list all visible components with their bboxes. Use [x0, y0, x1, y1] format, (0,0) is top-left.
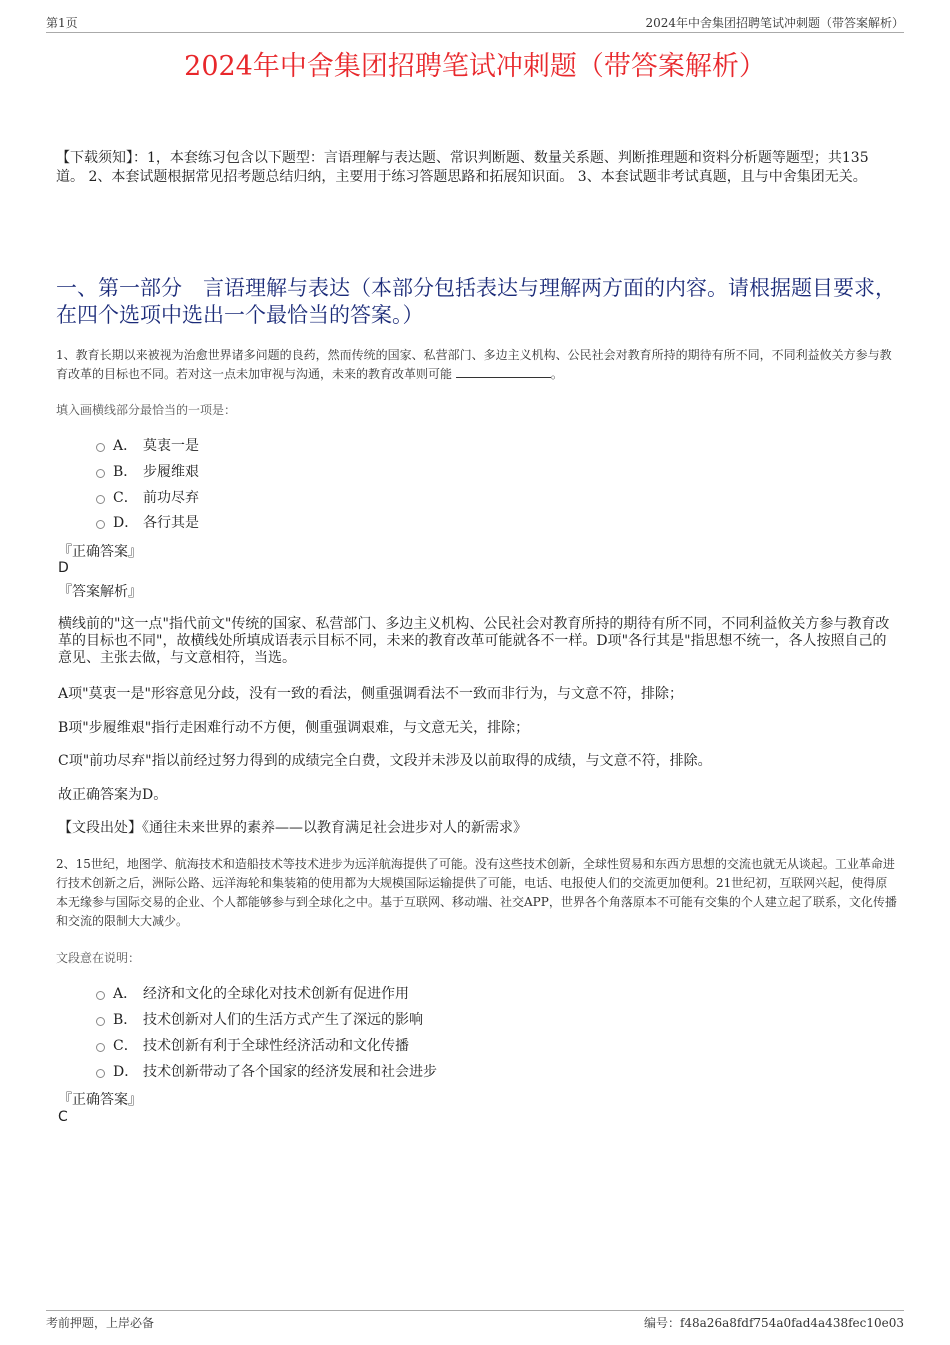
option-text: 技术创新对人们的生活方式产生了深远的影响	[143, 1012, 423, 1028]
option-letter: D．	[113, 515, 139, 531]
option-d[interactable]	[96, 1061, 437, 1081]
question-1-text	[56, 346, 898, 384]
question-2-text: 2、15世纪，地图学、航海技术和造船技术等技术进步为远洋航海提供了可能。没有这些技术创新，全球性贸易和东西方思想的交流也就无从谈起。工业革命进行技术创新之后，洲际公路、远洋海轮和集装箱的使用都为大规模国际运输提供了可能，电话、电报使人们的交流更加便利。21世纪初，互联网兴起，使得原本无缘参与国际交易的企业、个人都能够参与到全球化之中。基于互联网、移动端、社交APP，世界各个角落原本不可能有交集的个人建立起了联系，文化传播和交流的限制大大减少。	[56, 857, 897, 928]
question-2-prompt: 文段意在说明：	[56, 951, 141, 965]
footer-divider	[46, 1310, 904, 1311]
source-citation: 【文段出处】《通往未来世界的素养——以教育满足社会进步对人的新需求》	[58, 820, 527, 836]
option-c[interactable]	[96, 487, 199, 507]
document-title: 2024年中舍集团招聘笔试冲刺题（带答案解析）	[184, 51, 766, 82]
section-title: 一、第一部分 言语理解与表达（本部分包括表达与理解两方面的内容。请根据题目要求，在四个选项中选出一个最恰当的答案。）	[56, 276, 896, 327]
radio-icon[interactable]	[96, 495, 105, 504]
fill-blank-line	[456, 365, 551, 378]
option-text: 步履维艰	[143, 464, 199, 480]
answer-label: 『正确答案』	[58, 544, 142, 560]
option-text: 技术创新有利于全球性经济活动和文化传播	[143, 1038, 409, 1054]
radio-icon[interactable]	[96, 443, 105, 452]
radio-icon[interactable]	[96, 469, 105, 478]
page-header	[46, 12, 904, 32]
radio-icon[interactable]	[96, 991, 105, 1000]
question-1-stem: 1、教育长期以来被视为治愈世界诸多问题的良药，然而传统的国家、私营部门、多边主义机构、公民社会对教育所持的期待有所不同，不同利益攸关方参与教育改革的目标也不同。若对这一点未加审视与沟通，未来的教育改革则可能	[56, 348, 892, 381]
option-d[interactable]	[96, 512, 199, 532]
option-letter: C．	[113, 490, 138, 506]
analysis-label: 『答案解析』	[58, 584, 142, 600]
analysis-paragraph: 横线前的"这一点"指代前文"传统的国家、私营部门、多边主义机构、公民社会对教育所持的期待有所不同，不同利益攸关方参与教育改革的目标也不同"，故横线处所填成语表示目标不同，未来的教育改革可能就各不一样。D项"各行其是"指思想不统一，各人按照自己的意见、主张去做，与文意相符，当选。	[58, 616, 890, 666]
option-letter: C．	[113, 1038, 138, 1054]
option-text: 技术创新带动了各个国家的经济发展和社会进步	[143, 1064, 437, 1080]
radio-icon[interactable]	[96, 1069, 105, 1078]
option-b[interactable]	[96, 1009, 423, 1029]
option-letter: B．	[113, 464, 138, 480]
header-doc-title: 2024年中舍集团招聘笔试冲刺题（带答案解析）	[645, 16, 904, 30]
download-notice: 【下载须知】：1，本套练习包含以下题型：言语理解与表达题、常识判断题、数量关系题、判断推理题和资料分析题等题型；共135道。 2、本套试题根据常见招考题总结归纳，主要用于练习答题思路和拓展知识面。 3、本套试题非考试真题，且与中舍集团无关。	[56, 150, 869, 185]
radio-icon[interactable]	[96, 1043, 105, 1052]
answer-value: C	[58, 1109, 68, 1125]
analysis-paragraph: B项"步履维艰"指行走困难行动不方便，侧重强调艰难，与文意无关，排除；	[58, 720, 530, 736]
option-b[interactable]	[96, 461, 199, 481]
option-a[interactable]	[96, 983, 409, 1003]
question-1-stem-end: 。	[550, 367, 563, 381]
option-text: 莫衷一是	[143, 438, 199, 454]
page-number: 第1页	[46, 16, 78, 30]
option-letter: A．	[113, 438, 138, 454]
option-letter: B．	[113, 1012, 138, 1028]
option-c[interactable]	[96, 1035, 409, 1055]
answer-value: D	[58, 560, 69, 576]
radio-icon[interactable]	[96, 1017, 105, 1026]
option-text: 各行其是	[143, 515, 199, 531]
option-a[interactable]	[96, 435, 199, 455]
option-text: 前功尽弃	[143, 490, 199, 506]
answer-label: 『正确答案』	[58, 1092, 142, 1108]
question-1-prompt: 填入画横线部分最恰当的一项是：	[56, 403, 237, 417]
radio-icon[interactable]	[96, 520, 105, 529]
document-id: 编号：f48a26a8fdf754a0fad4a438fec10e03	[643, 1316, 904, 1330]
analysis-paragraph: C项"前功尽弃"指以前经过努力得到的成绩完全白费，文段并未涉及以前取得的成绩，与文意不符，排除。	[58, 753, 712, 769]
analysis-paragraph: A项"莫衷一是"形容意见分歧，没有一致的看法，侧重强调看法不一致而非行为，与文意不符，排除；	[58, 686, 683, 702]
option-letter: D．	[113, 1064, 139, 1080]
footer-slogan: 考前押题，上岸必备	[46, 1316, 155, 1330]
analysis-paragraph: 故正确答案为D。	[58, 787, 168, 803]
option-letter: A．	[113, 986, 138, 1002]
header-divider	[46, 32, 904, 33]
option-text: 经济和文化的全球化对技术创新有促进作用	[143, 986, 409, 1002]
